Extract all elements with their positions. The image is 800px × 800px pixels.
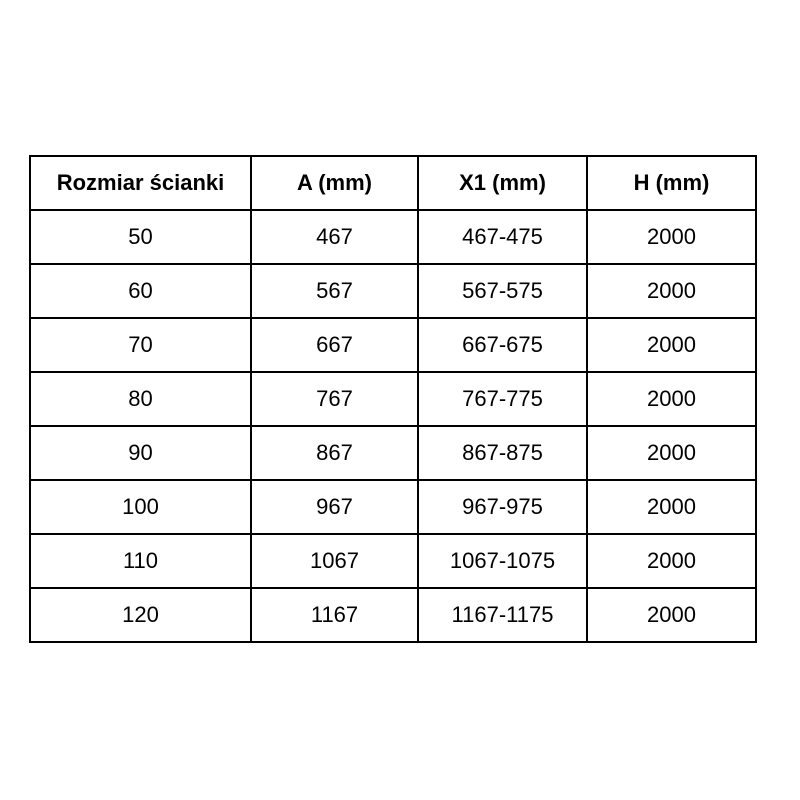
cell-x1: 567-575 (418, 264, 587, 318)
column-header-rozmiar-scianki: Rozmiar ścianki (30, 156, 251, 210)
cell-a: 1167 (251, 588, 418, 642)
column-header-a-mm: A (mm) (251, 156, 418, 210)
cell-x1: 967-975 (418, 480, 587, 534)
table-header-row (30, 156, 756, 210)
cell-h: 2000 (587, 264, 756, 318)
cell-x1: 867-875 (418, 426, 587, 480)
table-row (30, 426, 756, 480)
cell-size: 70 (30, 318, 251, 372)
table-row (30, 480, 756, 534)
cell-h: 2000 (587, 588, 756, 642)
cell-size: 90 (30, 426, 251, 480)
cell-size: 50 (30, 210, 251, 264)
cell-size: 110 (30, 534, 251, 588)
cell-h: 2000 (587, 318, 756, 372)
cell-x1: 1167-1175 (418, 588, 587, 642)
cell-size: 120 (30, 588, 251, 642)
table-row (30, 318, 756, 372)
cell-a: 867 (251, 426, 418, 480)
column-header-x1-mm: X1 (mm) (418, 156, 587, 210)
cell-a: 567 (251, 264, 418, 318)
table-row (30, 264, 756, 318)
cell-size: 100 (30, 480, 251, 534)
cell-h: 2000 (587, 426, 756, 480)
cell-h: 2000 (587, 480, 756, 534)
cell-x1: 767-775 (418, 372, 587, 426)
table-row (30, 372, 756, 426)
table-row (30, 534, 756, 588)
cell-h: 2000 (587, 534, 756, 588)
cell-size: 80 (30, 372, 251, 426)
cell-x1: 667-675 (418, 318, 587, 372)
cell-a: 467 (251, 210, 418, 264)
cell-a: 767 (251, 372, 418, 426)
cell-a: 967 (251, 480, 418, 534)
cell-a: 1067 (251, 534, 418, 588)
size-spec-table (29, 155, 757, 643)
cell-h: 2000 (587, 210, 756, 264)
cell-h: 2000 (587, 372, 756, 426)
table-row (30, 210, 756, 264)
column-header-h-mm: H (mm) (587, 156, 756, 210)
cell-size: 60 (30, 264, 251, 318)
table-row (30, 588, 756, 642)
cell-x1: 467-475 (418, 210, 587, 264)
cell-a: 667 (251, 318, 418, 372)
cell-x1: 1067-1075 (418, 534, 587, 588)
